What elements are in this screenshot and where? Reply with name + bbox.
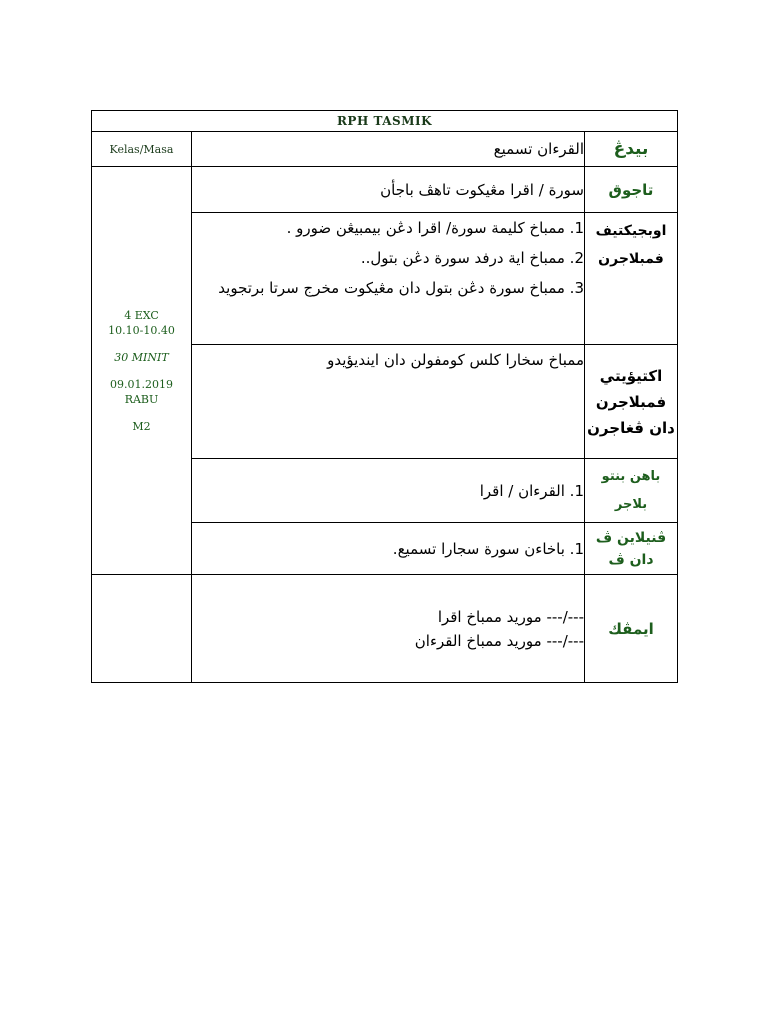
class-info-cell (92, 167, 192, 575)
class-day: RABU (124, 392, 159, 406)
bahan-label: باهن بنتو بلاجر (585, 459, 678, 523)
bahan-text: 1. القرءان / اقرا (479, 481, 584, 500)
class-name: 4 EXC (124, 308, 159, 322)
penilaian-label: ڤنيلاين ڤ دان ڤ (585, 523, 678, 575)
impak-label: ايمڤك (585, 575, 678, 683)
class-time: 10.10-10.40 (108, 323, 175, 337)
bahan-content (192, 459, 585, 523)
kelas-masa-label: Kelas/Masa (92, 132, 192, 167)
objektif-item-2: 2. ممباخ اية درفد سورة دڠن بتول.. (360, 249, 584, 267)
objektif-item-1: 1. ممباخ كليمة سورة/ اقرا دڠن بيمبيڠن ضورو . (286, 219, 584, 237)
class-code: M2 (132, 419, 151, 433)
tajuk-label: تاجوق (585, 167, 678, 213)
impak-line-2: ---/--- موريد ممباخ القرءان (414, 631, 584, 650)
row-impak (92, 575, 678, 683)
tajuk-text: سورة / اقرا مڠيکوت تاهڤ باجأن (380, 180, 584, 199)
document-title: RPH TASMIK (92, 111, 678, 132)
tajuk-content (192, 167, 585, 213)
bidang-text: القرءان تسميع (493, 140, 584, 158)
class-date: 09.01.2019 (110, 377, 173, 391)
bidang-label: بيدڠ (585, 132, 678, 167)
rph-table (91, 110, 678, 683)
impak-content (192, 575, 585, 683)
row-bidang (92, 132, 678, 167)
class-duration: 30 MINIT (114, 350, 169, 364)
objektif-content (192, 213, 585, 345)
row-tajuk (92, 167, 678, 213)
title-row (92, 111, 678, 132)
aktiviti-content (192, 345, 585, 459)
penilaian-text: 1. باخاءن سورة سجارا تسميع. (392, 539, 584, 558)
aktiviti-label: اکتيؤيتي فمبلاجرن دان ڤغاجرن (585, 345, 678, 459)
impak-empty-cell (92, 575, 192, 683)
objektif-label: اوبجيکتيف فمبلاجرن (585, 213, 678, 345)
aktiviti-text: ممباخ سخارا کلس کومفولن دان اينديؤيدو (327, 351, 584, 369)
bidang-content (192, 132, 585, 167)
impak-line-1: ---/--- موريد ممباخ اقرا (437, 607, 584, 626)
objektif-item-3: 3. ممباخ سورة دڠن بتول دان مڠيکوت مخرج سرتا برتجويد (218, 279, 584, 297)
penilaian-content (192, 523, 585, 575)
